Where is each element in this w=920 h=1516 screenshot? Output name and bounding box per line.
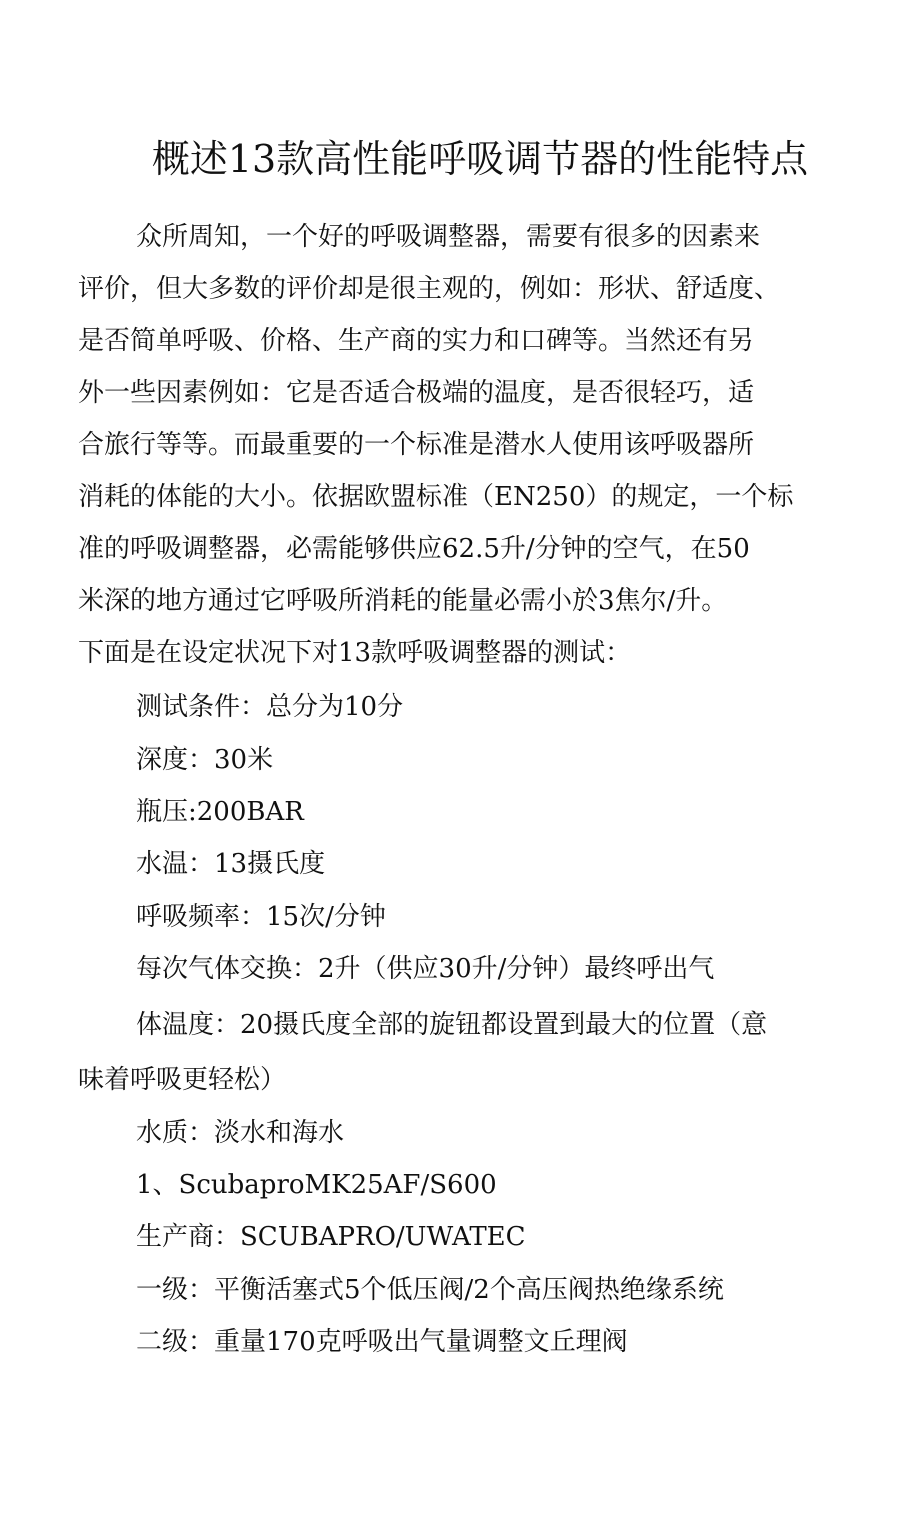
water-quality-line: 水质：淡水和海水 bbox=[136, 1118, 345, 1148]
intro-line: 下面是在设定状况下对13款呼吸调整器的测试： bbox=[78, 638, 632, 668]
intro-line: 外一些因素例如：它是否适合极端的温度，是否很轻巧，适 bbox=[78, 378, 755, 408]
intro-line: 合旅行等等。而最重要的一个标准是潜水人使用该呼吸器所 bbox=[78, 430, 755, 460]
test-condition-continuation: 味着呼吸更轻松） bbox=[78, 1065, 287, 1095]
product-manufacturer: 生产商：SCUBAPRO/UWATEC bbox=[136, 1222, 526, 1252]
test-condition-line: 水温：13摄氏度 bbox=[136, 849, 326, 879]
test-condition-line: 体温度：20摄氏度全部的旋钮都设置到最大的位置（意 bbox=[136, 1010, 768, 1040]
intro-line: 米深的地方通过它呼吸所消耗的能量必需小於3焦尔/升。 bbox=[78, 586, 728, 616]
intro-line: 准的呼吸调整器，必需能够供应62.5升/分钟的空气，在50 bbox=[78, 534, 750, 564]
intro-line: 评价，但大多数的评价却是很主观的，例如：形状、舒适度、 bbox=[78, 274, 781, 304]
product-name: 1、ScubaproMK25AF/S600 bbox=[136, 1170, 497, 1200]
test-condition-line: 每次气体交换：2升（供应30升/分钟）最终呼出气 bbox=[136, 954, 715, 984]
product-first-stage: 一级：平衡活塞式5个低压阀/2个高压阀热绝缘系统 bbox=[136, 1275, 724, 1305]
test-condition-line: 呼吸频率：15次/分钟 bbox=[136, 902, 386, 932]
test-condition-line: 深度：30米 bbox=[136, 745, 274, 775]
intro-line: 消耗的体能的大小。依据欧盟标准（EN250）的规定，一个标 bbox=[78, 482, 794, 512]
intro-line: 众所周知，一个好的呼吸调整器，需要有很多的因素来 bbox=[136, 222, 761, 252]
document-title: 概述13款高性能呼吸调节器的性能特点 bbox=[151, 137, 809, 181]
test-condition-line: 测试条件：总分为10分 bbox=[136, 692, 404, 722]
product-second-stage: 二级：重量170克呼吸出气量调整文丘理阀 bbox=[136, 1327, 628, 1357]
intro-line: 是否简单呼吸、价格、生产商的实力和口碑等。当然还有另 bbox=[78, 326, 755, 356]
test-condition-line: 瓶压:200BAR bbox=[136, 797, 304, 827]
